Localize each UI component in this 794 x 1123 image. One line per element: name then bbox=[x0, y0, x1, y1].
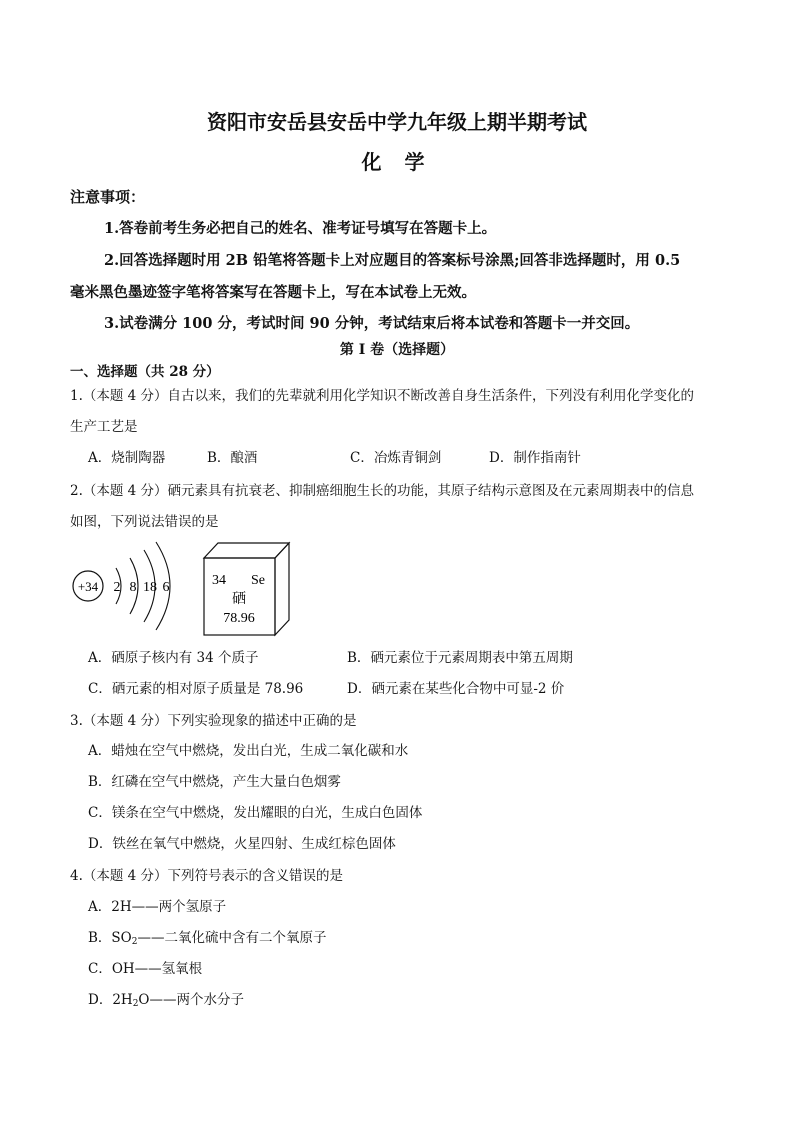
element-atomic-number: 34 bbox=[212, 573, 226, 588]
section-1-title: 一、选择题（共 28 分） bbox=[70, 364, 220, 380]
q2-option-d: D．硒元素在某些化合物中可显-2 价 bbox=[347, 681, 565, 697]
q3-option-b: B．红磷在空气中燃烧，产生大量白色烟雾 bbox=[88, 774, 341, 790]
periodic-table-cell bbox=[204, 543, 289, 635]
q2-stem-line-2: 如图，下列说法错误的是 bbox=[70, 514, 219, 530]
q2-option-a: A．硒原子核内有 34 个质子 bbox=[88, 650, 259, 666]
q4-option-c: C．OH——氢氧根 bbox=[88, 961, 203, 977]
element-atomic-mass: 78.96 bbox=[223, 611, 255, 626]
q3-option-d: D．铁丝在氧气中燃烧，火星四射、生成红棕色固体 bbox=[88, 836, 396, 852]
q1-stem-line-1: 1.（本题 4 分）自古以来，我们的先辈就利用化学知识不断改善自身生活条件，下列没有利用化学变化的 bbox=[70, 388, 695, 404]
cell-top-face bbox=[204, 543, 289, 558]
q2-option-b: B．硒元素位于元素周期表中第五周期 bbox=[347, 650, 573, 666]
q4-option-d-text: O——两个水分子 bbox=[138, 992, 244, 1008]
shell-electrons-4: 6 bbox=[162, 580, 170, 595]
q1-option-c: C．冶炼青铜剑 bbox=[350, 450, 442, 466]
part-1-title: 第 I 卷（选择题） bbox=[339, 342, 455, 358]
notice-item-2-line-2: 毫米黑色墨迹签字笔将答案写在答题卡上，写在本试卷上无效。 bbox=[70, 284, 476, 301]
shell-electrons-3: 18 bbox=[143, 580, 157, 595]
q3-stem: 3.（本题 4 分）下列实验现象的描述中正确的是 bbox=[70, 713, 357, 729]
cell-side-face bbox=[275, 543, 289, 635]
notice-heading: 注意事项： bbox=[70, 188, 146, 206]
notice-item-3: 3.试卷满分 100 分，考试时间 90 分钟，考试结束后将本试卷和答题卡一并交回。 bbox=[104, 315, 640, 332]
q4-option-b-prefix: B．SO bbox=[88, 930, 132, 946]
notice-item-2-line-1: 2.回答选择题时用 2B 铅笔将答题卡上对应题目的答案标号涂黑;回答非选择题时，用 0.5 bbox=[104, 252, 681, 269]
q4-option-d-subscript: 2 bbox=[132, 999, 139, 1009]
q1-option-b: B．酿酒 bbox=[207, 450, 258, 466]
q4-option-d-prefix: D．2H bbox=[88, 992, 133, 1008]
q4-option-b bbox=[88, 926, 326, 947]
q1-stem-line-2: 生产工艺是 bbox=[70, 419, 138, 435]
q3-option-c: C．镁条在空气中燃烧，发出耀眼的白光，生成白色固体 bbox=[88, 805, 423, 821]
q4-stem: 4.（本题 4 分）下列符号表示的含义错误的是 bbox=[70, 868, 344, 884]
element-name: 硒 bbox=[232, 592, 246, 607]
notice-item-1: 1.答卷前考生务必把自己的姓名、准考证号填写在答题卡上。 bbox=[104, 220, 497, 237]
q1-option-d: D．制作指南针 bbox=[489, 450, 581, 466]
q4-option-b-text: ——二氧化硫中含有二个氧原子 bbox=[137, 930, 327, 946]
q4-option-d bbox=[88, 988, 244, 1009]
q2-option-c: C．硒元素的相对原子质量是 78.96 bbox=[88, 681, 304, 697]
q4-option-b-subscript: 2 bbox=[131, 937, 138, 947]
exam-title: 资阳市安岳县安岳中学九年级上期半期考试 bbox=[207, 110, 587, 134]
q3-option-a: A．蜡烛在空气中燃烧，发出白光，生成二氧化碳和水 bbox=[88, 743, 409, 759]
element-symbol: Se bbox=[251, 573, 265, 588]
subject-title: 化 学 bbox=[361, 150, 433, 174]
q2-stem-line-1: 2.（本题 4 分）硒元素具有抗衰老、抑制癌细胞生长的功能，其原子结构示意图及在元素周期表中的信息 bbox=[70, 483, 695, 499]
q1-option-a: A．烧制陶器 bbox=[88, 450, 166, 466]
q4-option-a: A．2H——两个氢原子 bbox=[88, 899, 227, 915]
nucleus-label: +34 bbox=[77, 579, 99, 594]
shell-electrons-1: 2 bbox=[113, 580, 121, 595]
atomic-structure-diagram bbox=[73, 542, 170, 630]
selenium-diagram bbox=[68, 538, 308, 638]
shell-electrons-2: 8 bbox=[129, 580, 137, 595]
